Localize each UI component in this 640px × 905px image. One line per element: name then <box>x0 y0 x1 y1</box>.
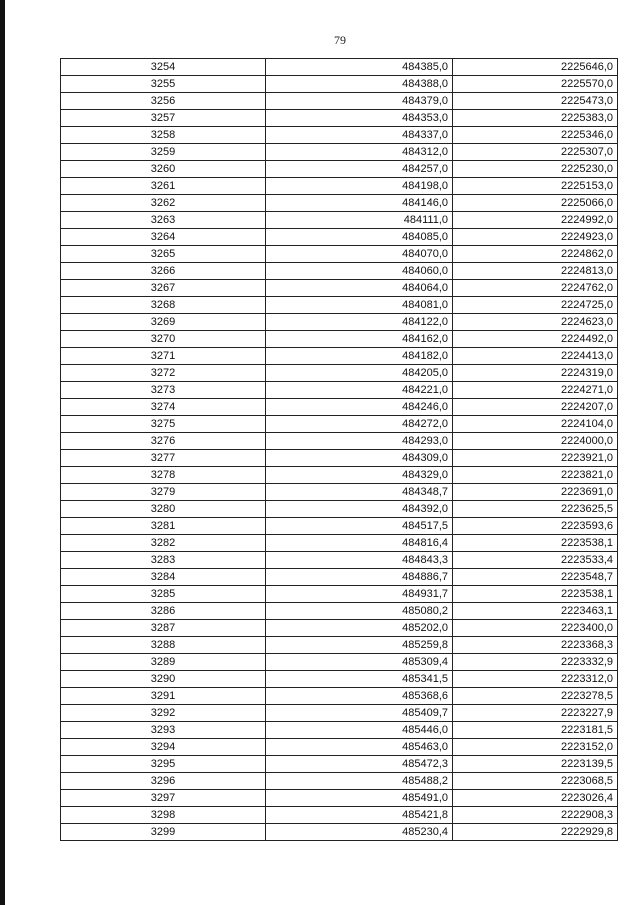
table-row <box>61 688 618 705</box>
table-row <box>61 722 618 739</box>
table-row <box>61 450 618 467</box>
y-coordinate-cell: 2225307,0 <box>453 144 618 161</box>
point-number-cell: 3269 <box>61 314 266 331</box>
point-number-cell: 3256 <box>61 93 266 110</box>
x-coordinate-cell: 485472,3 <box>266 756 453 773</box>
x-coordinate-cell: 484198,0 <box>266 178 453 195</box>
table-row <box>61 263 618 280</box>
point-number-cell: 3297 <box>61 790 266 807</box>
y-coordinate-cell: 2225153,0 <box>453 178 618 195</box>
point-number-cell: 3255 <box>61 76 266 93</box>
x-coordinate-cell: 484205,0 <box>266 365 453 382</box>
point-number-cell: 3282 <box>61 535 266 552</box>
point-number-cell: 3265 <box>61 246 266 263</box>
x-coordinate-cell: 484388,0 <box>266 76 453 93</box>
point-number-cell: 3298 <box>61 807 266 824</box>
table-row <box>61 637 618 654</box>
point-number-cell: 3294 <box>61 739 266 756</box>
x-coordinate-cell: 484146,0 <box>266 195 453 212</box>
table-row <box>61 552 618 569</box>
point-number-cell: 3281 <box>61 518 266 535</box>
x-coordinate-cell: 484843,3 <box>266 552 453 569</box>
x-coordinate-cell: 484122,0 <box>266 314 453 331</box>
table-row <box>61 416 618 433</box>
y-coordinate-cell: 2224319,0 <box>453 365 618 382</box>
table-row <box>61 348 618 365</box>
y-coordinate-cell: 2224862,0 <box>453 246 618 263</box>
table-row <box>61 807 618 824</box>
y-coordinate-cell: 2225570,0 <box>453 76 618 93</box>
table-row <box>61 603 618 620</box>
x-coordinate-cell: 484060,0 <box>266 263 453 280</box>
table-row <box>61 178 618 195</box>
x-coordinate-cell: 485309,4 <box>266 654 453 671</box>
point-number-cell: 3289 <box>61 654 266 671</box>
y-coordinate-cell: 2224104,0 <box>453 416 618 433</box>
point-number-cell: 3274 <box>61 399 266 416</box>
point-number-cell: 3288 <box>61 637 266 654</box>
x-coordinate-cell: 485230,4 <box>266 824 453 841</box>
point-number-cell: 3278 <box>61 467 266 484</box>
y-coordinate-cell: 2223538,1 <box>453 535 618 552</box>
y-coordinate-cell: 2223625,5 <box>453 501 618 518</box>
y-coordinate-cell: 2223548,7 <box>453 569 618 586</box>
y-coordinate-cell: 2224725,0 <box>453 297 618 314</box>
x-coordinate-cell: 485463,0 <box>266 739 453 756</box>
x-coordinate-cell: 484293,0 <box>266 433 453 450</box>
point-number-cell: 3271 <box>61 348 266 365</box>
coordinates-table <box>60 58 618 841</box>
x-coordinate-cell: 484385,0 <box>266 59 453 76</box>
table-row <box>61 331 618 348</box>
table-row <box>61 229 618 246</box>
page-number: 79 <box>334 33 346 47</box>
table-row <box>61 484 618 501</box>
y-coordinate-cell: 2225230,0 <box>453 161 618 178</box>
y-coordinate-cell: 2224000,0 <box>453 433 618 450</box>
table-row <box>61 382 618 399</box>
table-row <box>61 161 618 178</box>
table-row <box>61 518 618 535</box>
point-number-cell: 3277 <box>61 450 266 467</box>
x-coordinate-cell: 484337,0 <box>266 127 453 144</box>
table-row <box>61 824 618 841</box>
x-coordinate-cell: 485488,2 <box>266 773 453 790</box>
table-row <box>61 433 618 450</box>
point-number-cell: 3291 <box>61 688 266 705</box>
point-number-cell: 3279 <box>61 484 266 501</box>
x-coordinate-cell: 484064,0 <box>266 280 453 297</box>
point-number-cell: 3262 <box>61 195 266 212</box>
y-coordinate-cell: 2224762,0 <box>453 280 618 297</box>
y-coordinate-cell: 2223332,9 <box>453 654 618 671</box>
table-row <box>61 297 618 314</box>
scan-edge-bar <box>0 0 5 905</box>
y-coordinate-cell: 2225473,0 <box>453 93 618 110</box>
point-number-cell: 3263 <box>61 212 266 229</box>
table-row <box>61 246 618 263</box>
table-row <box>61 127 618 144</box>
x-coordinate-cell: 484111,0 <box>266 212 453 229</box>
y-coordinate-cell: 2224623,0 <box>453 314 618 331</box>
y-coordinate-cell: 2223152,0 <box>453 739 618 756</box>
point-number-cell: 3280 <box>61 501 266 518</box>
table-row <box>61 620 618 637</box>
point-number-cell: 3254 <box>61 59 266 76</box>
table-row <box>61 280 618 297</box>
table-row <box>61 93 618 110</box>
table-row <box>61 705 618 722</box>
table-row <box>61 654 618 671</box>
table-row <box>61 535 618 552</box>
y-coordinate-cell: 2224271,0 <box>453 382 618 399</box>
y-coordinate-cell: 2224813,0 <box>453 263 618 280</box>
x-coordinate-cell: 484246,0 <box>266 399 453 416</box>
point-number-cell: 3258 <box>61 127 266 144</box>
point-number-cell: 3295 <box>61 756 266 773</box>
coordinates-table-body <box>61 59 618 841</box>
x-coordinate-cell: 484272,0 <box>266 416 453 433</box>
x-coordinate-cell: 484257,0 <box>266 161 453 178</box>
x-coordinate-cell: 484931,7 <box>266 586 453 603</box>
y-coordinate-cell: 2225346,0 <box>453 127 618 144</box>
table-row <box>61 212 618 229</box>
y-coordinate-cell: 2223538,1 <box>453 586 618 603</box>
y-coordinate-cell: 2223181,5 <box>453 722 618 739</box>
point-number-cell: 3268 <box>61 297 266 314</box>
x-coordinate-cell: 484312,0 <box>266 144 453 161</box>
y-coordinate-cell: 2223026,4 <box>453 790 618 807</box>
y-coordinate-cell: 2223400,0 <box>453 620 618 637</box>
point-number-cell: 3287 <box>61 620 266 637</box>
y-coordinate-cell: 2224413,0 <box>453 348 618 365</box>
x-coordinate-cell: 485080,2 <box>266 603 453 620</box>
table-row <box>61 671 618 688</box>
table-row <box>61 790 618 807</box>
x-coordinate-cell: 484221,0 <box>266 382 453 399</box>
table-row <box>61 467 618 484</box>
y-coordinate-cell: 2223921,0 <box>453 450 618 467</box>
table-row <box>61 399 618 416</box>
x-coordinate-cell: 485446,0 <box>266 722 453 739</box>
x-coordinate-cell: 484379,0 <box>266 93 453 110</box>
table-row <box>61 144 618 161</box>
point-number-cell: 3261 <box>61 178 266 195</box>
table-row <box>61 586 618 603</box>
y-coordinate-cell: 2225646,0 <box>453 59 618 76</box>
x-coordinate-cell: 484816,4 <box>266 535 453 552</box>
point-number-cell: 3266 <box>61 263 266 280</box>
point-number-cell: 3292 <box>61 705 266 722</box>
y-coordinate-cell: 2223533,4 <box>453 552 618 569</box>
y-coordinate-cell: 2223821,0 <box>453 467 618 484</box>
point-number-cell: 3293 <box>61 722 266 739</box>
point-number-cell: 3299 <box>61 824 266 841</box>
point-number-cell: 3276 <box>61 433 266 450</box>
x-coordinate-cell: 484070,0 <box>266 246 453 263</box>
x-coordinate-cell: 485368,6 <box>266 688 453 705</box>
table-row <box>61 314 618 331</box>
point-number-cell: 3259 <box>61 144 266 161</box>
point-number-cell: 3267 <box>61 280 266 297</box>
point-number-cell: 3260 <box>61 161 266 178</box>
table-row <box>61 110 618 127</box>
y-coordinate-cell: 2223593,6 <box>453 518 618 535</box>
x-coordinate-cell: 484085,0 <box>266 229 453 246</box>
x-coordinate-cell: 484309,0 <box>266 450 453 467</box>
point-number-cell: 3270 <box>61 331 266 348</box>
point-number-cell: 3283 <box>61 552 266 569</box>
point-number-cell: 3264 <box>61 229 266 246</box>
table-row <box>61 569 618 586</box>
table-row <box>61 76 618 93</box>
y-coordinate-cell: 2223463,1 <box>453 603 618 620</box>
point-number-cell: 3275 <box>61 416 266 433</box>
y-coordinate-cell: 2223227,9 <box>453 705 618 722</box>
y-coordinate-cell: 2225383,0 <box>453 110 618 127</box>
point-number-cell: 3296 <box>61 773 266 790</box>
x-coordinate-cell: 484182,0 <box>266 348 453 365</box>
x-coordinate-cell: 484081,0 <box>266 297 453 314</box>
point-number-cell: 3286 <box>61 603 266 620</box>
table-row <box>61 59 618 76</box>
point-number-cell: 3284 <box>61 569 266 586</box>
y-coordinate-cell: 2224992,0 <box>453 212 618 229</box>
x-coordinate-cell: 485491,0 <box>266 790 453 807</box>
x-coordinate-cell: 484886,7 <box>266 569 453 586</box>
point-number-cell: 3285 <box>61 586 266 603</box>
y-coordinate-cell: 2222908,3 <box>453 807 618 824</box>
x-coordinate-cell: 484353,0 <box>266 110 453 127</box>
y-coordinate-cell: 2222929,8 <box>453 824 618 841</box>
x-coordinate-cell: 484517,5 <box>266 518 453 535</box>
y-coordinate-cell: 2223312,0 <box>453 671 618 688</box>
y-coordinate-cell: 2223139,5 <box>453 756 618 773</box>
y-coordinate-cell: 2223068,5 <box>453 773 618 790</box>
y-coordinate-cell: 2223278,5 <box>453 688 618 705</box>
table-row <box>61 501 618 518</box>
table-row <box>61 739 618 756</box>
table-row <box>61 365 618 382</box>
x-coordinate-cell: 484162,0 <box>266 331 453 348</box>
x-coordinate-cell: 485409,7 <box>266 705 453 722</box>
x-coordinate-cell: 484329,0 <box>266 467 453 484</box>
table-row <box>61 773 618 790</box>
x-coordinate-cell: 485259,8 <box>266 637 453 654</box>
point-number-cell: 3290 <box>61 671 266 688</box>
y-coordinate-cell: 2225066,0 <box>453 195 618 212</box>
y-coordinate-cell: 2224492,0 <box>453 331 618 348</box>
table-row <box>61 756 618 773</box>
y-coordinate-cell: 2224923,0 <box>453 229 618 246</box>
point-number-cell: 3272 <box>61 365 266 382</box>
y-coordinate-cell: 2223368,3 <box>453 637 618 654</box>
x-coordinate-cell: 484392,0 <box>266 501 453 518</box>
y-coordinate-cell: 2224207,0 <box>453 399 618 416</box>
x-coordinate-cell: 485341,5 <box>266 671 453 688</box>
point-number-cell: 3257 <box>61 110 266 127</box>
y-coordinate-cell: 2223691,0 <box>453 484 618 501</box>
x-coordinate-cell: 485421,8 <box>266 807 453 824</box>
point-number-cell: 3273 <box>61 382 266 399</box>
x-coordinate-cell: 484348,7 <box>266 484 453 501</box>
x-coordinate-cell: 485202,0 <box>266 620 453 637</box>
table-row <box>61 195 618 212</box>
